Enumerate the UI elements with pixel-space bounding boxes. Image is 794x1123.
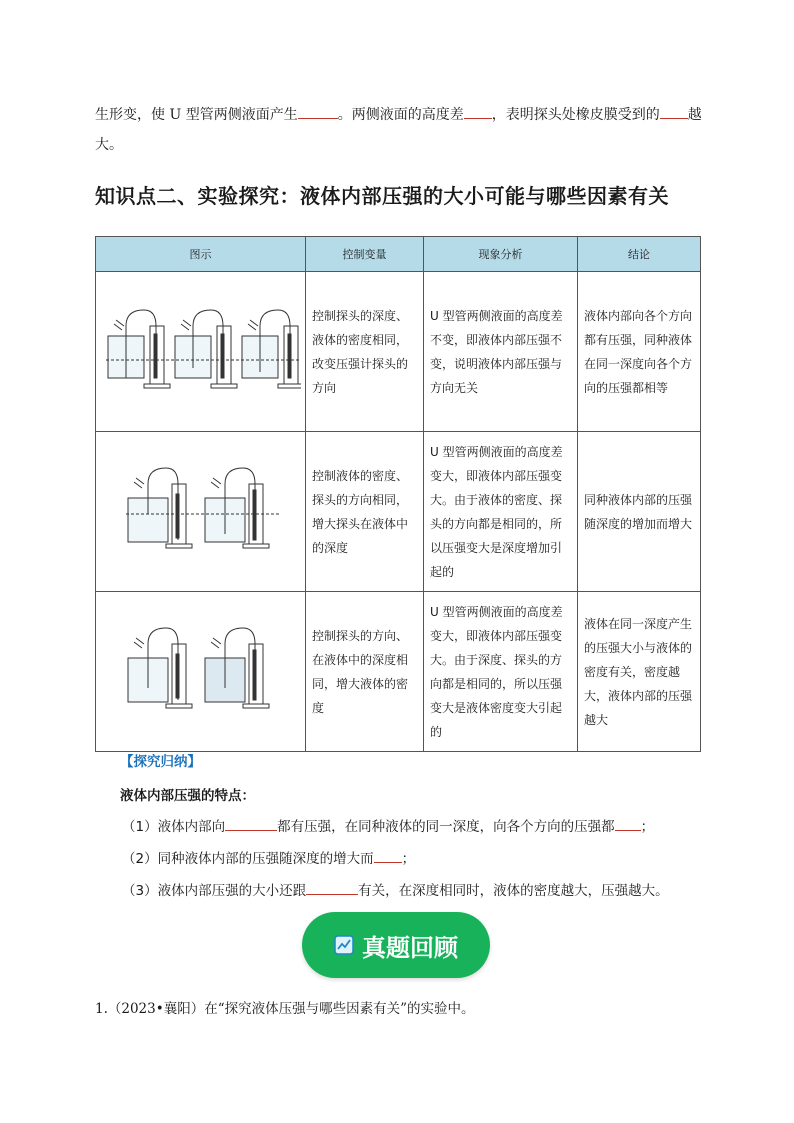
answer-blank[interactable] — [298, 104, 338, 119]
table-row — [96, 272, 701, 432]
review-banner-button[interactable] — [302, 912, 490, 978]
answer-blank[interactable] — [374, 849, 402, 864]
figure-density — [96, 592, 306, 752]
apparatus-depth-illustration — [121, 458, 281, 558]
review-banner-label: 真题回顾 — [362, 933, 458, 962]
figure-depth — [96, 432, 306, 592]
question-1: 1.（2023•襄阳）在“探究液体压强与哪些因素有关”的实验中。 — [95, 1001, 475, 1017]
header-conclusion: 结论 — [578, 237, 701, 272]
table-row — [96, 592, 701, 752]
summary-title: 【探究归纳】 — [120, 754, 201, 770]
cell-control: 控制液体的密度、探头的方向相同，增大探头在液体中的深度 — [306, 432, 424, 592]
summary-text: （1）液体内部向 — [122, 819, 226, 835]
intro-text-2: 。两侧液面的高度差 — [337, 107, 464, 123]
summary-text: ； — [401, 851, 416, 867]
intro-text-3: ，表明探头处橡皮膜受到的 — [491, 107, 660, 123]
intro-text-4: 越大。 — [95, 107, 702, 153]
cell-analysis: U 型管两侧液面的高度差不变，即液体内部压强不变，说明液体内部压强与方向无关 — [424, 272, 578, 432]
cell-conclusion: 液体内部向各个方向都有压强，同种液体在同一深度向各个方向的压强都相等 — [578, 272, 701, 432]
cell-control: 控制探头的方向、在液体中的深度相同，增大液体的密度 — [306, 592, 424, 752]
section-heading: 知识点二、实验探究：液体内部压强的大小可能与哪些因素有关 — [95, 184, 669, 208]
answer-blank[interactable] — [660, 104, 688, 119]
header-analysis: 现象分析 — [424, 237, 578, 272]
summary-text: ； — [640, 819, 655, 835]
summary-text: 都有压强，在同种液体的同一深度，向各个方向的压强都 — [277, 819, 615, 835]
intro-text-1: 生形变，使 U 型管两侧液面产生 — [95, 107, 298, 123]
apparatus-density-illustration — [121, 618, 281, 718]
cell-conclusion: 液体在同一深度产生的压强大小与液体的密度有关，密度越大，液体内部的压强越大 — [578, 592, 701, 752]
summary-item-3 — [122, 879, 669, 899]
table-row — [96, 432, 701, 592]
answer-blank[interactable] — [615, 817, 641, 832]
chart-icon — [334, 935, 354, 955]
header-control: 控制变量 — [306, 237, 424, 272]
summary-item-1 — [122, 815, 654, 835]
summary-subtitle: 液体内部压强的特点： — [120, 788, 255, 804]
summary-text: （2）同种液体内部的压强随深度的增大而 — [122, 851, 374, 867]
figure-direction — [96, 272, 306, 432]
summary-item-2 — [122, 847, 415, 867]
summary-text: 有关，在深度相同时，液体的密度越大，压强越大。 — [358, 883, 669, 899]
cell-conclusion: 同种液体内部的压强随深度的增加而增大 — [578, 432, 701, 592]
summary-text: （3）液体内部压强的大小还跟 — [122, 883, 307, 899]
intro-paragraph — [95, 100, 705, 160]
cell-control: 控制探头的深度、液体的密度相同，改变压强计探头的方向 — [306, 272, 424, 432]
answer-blank[interactable] — [306, 881, 358, 896]
cell-analysis: U 型管两侧液面的高度差变大，即液体内部压强变大。由于深度、探头的方向都是相同的，所以压强变大是液体密度变大引起的 — [424, 592, 578, 752]
answer-blank[interactable] — [464, 104, 492, 119]
answer-blank[interactable] — [225, 817, 277, 832]
apparatus-direction-illustration — [101, 298, 301, 398]
cell-analysis: U 型管两侧液面的高度差变大，即液体内部压强变大。由于液体的密度、探头的方向都是相同的，所以压强变大是深度增加引起的 — [424, 432, 578, 592]
table-header-row — [96, 237, 701, 272]
header-figure: 图示 — [96, 237, 306, 272]
experiment-table — [95, 236, 701, 752]
